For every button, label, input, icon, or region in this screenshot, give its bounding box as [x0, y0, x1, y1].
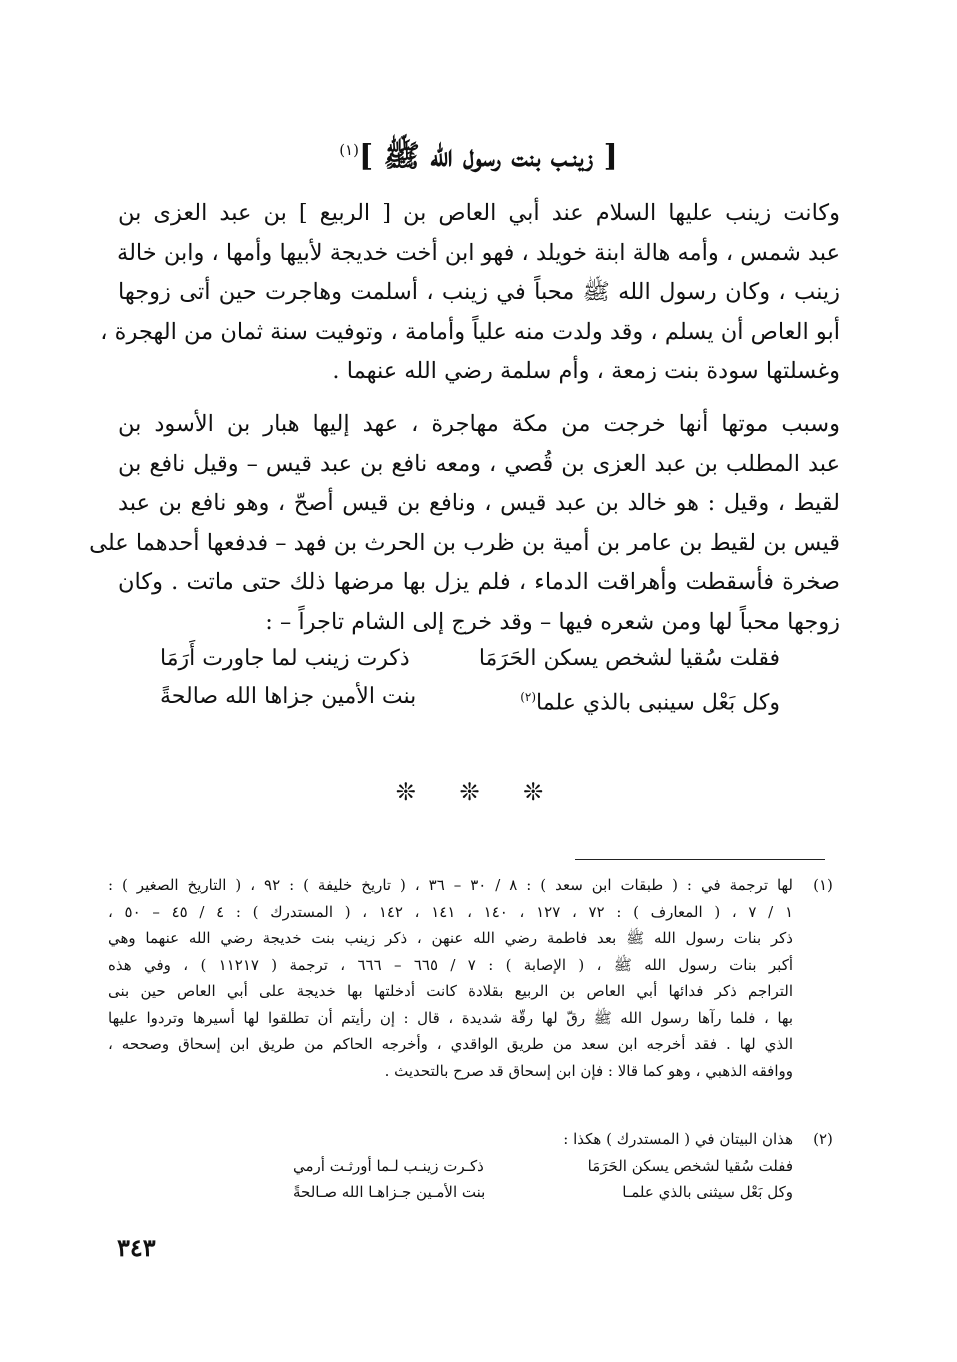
text-line: عبد المطلب بن عبد العزى بن قُصي ، ومعه نافع بن عبد قيس – وقيل نافع بن [118, 450, 840, 477]
footnote-line: أكبر بنات رسول الله ﷺ ، ( الإصابة ) : ٧ / ٦٦٥ – ٦٦٦ ، ترجمة ( ١١٢١٧ ) ، وفي هذه [108, 955, 794, 974]
hemistich-second: فقلت سُقيا لشخص يسكن الحَرَمَا [478, 646, 780, 671]
footnote-line: ١ / ٧ ، ( المعارف ) : ٧٢ ، ١٢٧ ، ١٤٠ ، ١٤١ ، ١٤٢ ، ( المستدرك ) : ٤ / ٤٥ – ٥٠ ، [108, 902, 793, 921]
hemistich-second: ففلت سُقيا لشخص يسكن الحَرَمَا [587, 1156, 793, 1175]
footnote-line: ذكر بنات رسول الله ﷺ بعد فاطمة رضي الله عنهن ، ذكر زينب بنت خديجة رضي الله عنهما وهي [108, 929, 793, 947]
footnote-verse-1 [293, 1153, 793, 1180]
footnote-1 [108, 872, 843, 1084]
footnote-number: (٢) [813, 1130, 833, 1148]
text-line: لقيط ، وقيل : هو خالد بن عبد قيس ، ونافع بن قيس أصحّ ، وهو نافع بن عبد [118, 490, 840, 516]
text-line: وغسلتها سودة بنت زمعة ، وأم سلمة رضي الله عنهما . [332, 358, 840, 384]
footnote-line: لها ترجمة في : ( طبقات ابن سعد ) : ٨ / ٣٠ – ٣٦ ، ( تاريخ خليفة ) : ٩٢ ، ( التاريخ الصغير ) : [108, 876, 794, 894]
poem-verse-2 [160, 678, 780, 716]
footnote-line: هذان البيتان في ( المستدرك ) هكذا : [563, 1130, 793, 1148]
paragraph-1 [100, 194, 840, 392]
text-line: عبد شمس ، وأمه هالة ابنة خويلد ، فهو ابن أخت خديجة لأبيها وأمها ، وابن خالة [117, 239, 840, 266]
text-line: زينب ، وكان رسول الله ﷺ محباً في زينب ، أسلمت وهاجرت حين أتى زوجها [118, 279, 840, 305]
section-separator: ❊ ❊ ❊ [395, 778, 562, 806]
chapter-title-text: [ زينـب بنت رسول الله ﷺ ] [358, 139, 618, 174]
text-line: وكانت زينب عليها السلام عند أبي العاص بن [ الربيع ] بن عبد العزى بن [118, 200, 840, 226]
footnote-ref-1: (١) [339, 141, 359, 159]
text-line: صخرة فأسقطت وأهراقت الدماء ، فلم يزل بها مرضها ذلك حتى ماتت . وكان [118, 569, 840, 595]
footnote-body [108, 1126, 793, 1153]
footnote-2 [108, 1126, 843, 1206]
footnote-line: بها ، فلما رآها رسول الله ﷺ رقّ لها رقّة شديدة ، قال : إن رأيتم أن تطلقوا لها أسيرها وتردوا عليها [108, 1008, 793, 1027]
hemistich-second [520, 678, 780, 716]
text-line: قيس بن لقيط بن عامر بن أمية بن ظرب بن الحرث بن فهد – فدفعها أحدهما على [89, 529, 840, 556]
footnote-verse-2 [293, 1179, 793, 1206]
page-number: ٣٤٣ [117, 1233, 156, 1262]
text-line: أبو العاص أن يسلم ، وقد ولدت منه علياً وأمامة ، وتوفيت سنة ثمان من الهجرة ، [100, 318, 840, 345]
hemistich-text: وكل بَعْل سينبى بالذي علما [536, 690, 780, 716]
text-line: زوجها محباً لها ومن شعره فيها – وقد خرج إلى الشام تاجراً – : [265, 608, 840, 635]
paragraph-2 [89, 405, 840, 642]
hemistich-first: ذكـرت زينـب لـما أورثـت أرمي [293, 1156, 484, 1175]
footnote-body [108, 872, 793, 1084]
footnote-line: التراجم ذكر فدائها أبي العاص بن الربيع بقلادة كانت أدخلتها بها خديجة على أبي العاص حين بنى [108, 982, 793, 1000]
poem-verse-1 [160, 640, 780, 678]
chapter-title [0, 138, 957, 181]
poem [160, 640, 780, 716]
footnote-line: ووافقه الذهبي ، وهو كما قالا : فإن ابن إسحاق قد صرح بالتحديث . [384, 1061, 793, 1080]
footnote-number: (١) [813, 876, 833, 894]
text-line: وسبب موتها أنها خرجت من مكة مهاجرة ، عهد إليها هبار بن الأسود بن [118, 411, 840, 437]
hemistich-first: ذكرت زينب لما جاورت أَرَمَا [160, 646, 410, 671]
hemistich-second: وكل بَعْل سيثنى بالذي علمـا [622, 1183, 793, 1201]
footnote-ref-2: (٢) [520, 690, 537, 704]
footnote-divider [575, 859, 825, 860]
footnote-poem [293, 1153, 793, 1206]
footnote-line: الذي لها . فقد أخرجه ابن سعد من طريق الواقدي ، وأخرجه الحاكم من طريق ابن إسحاق وصححه ، [108, 1035, 793, 1053]
hemistich-first: بنت الأمين جزاها الله صالحةً [160, 684, 417, 709]
hemistich-first: بنت الأمـين جـزاهـا الله صـالحةً [293, 1183, 486, 1201]
